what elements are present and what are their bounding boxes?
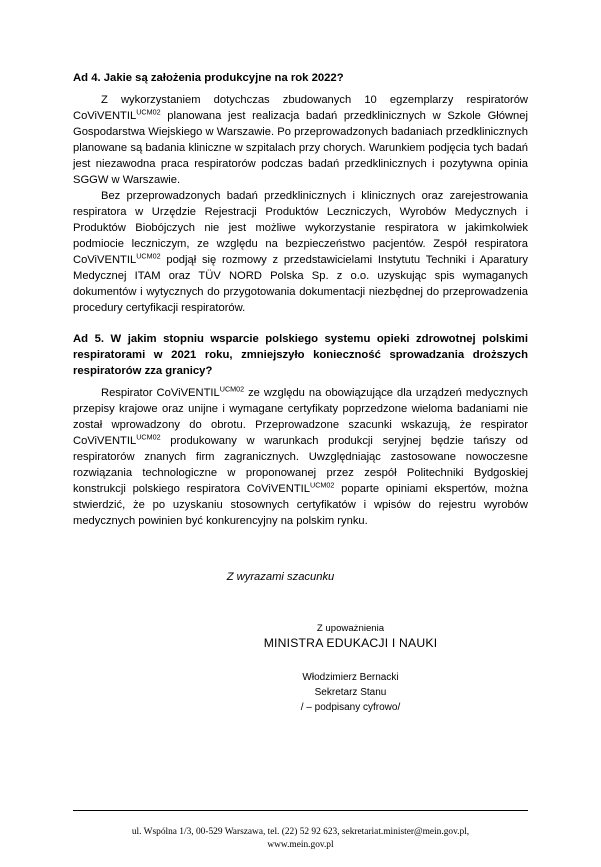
section-spacer	[73, 316, 528, 331]
signature-block	[73, 623, 528, 713]
signature-authorization-label: Z upoważnienia	[316, 623, 385, 635]
signature-ministry: MINISTRA EDUKACJI I NAUKI	[263, 636, 438, 651]
footer-divider	[73, 810, 528, 811]
signature-regards: Z wyrazami szacunku	[226, 571, 335, 584]
superscript-ucm02: UCM02	[310, 480, 335, 490]
signature-name: Włodzimierz Bernacki	[302, 672, 399, 684]
signature-digital-note: / – podpisany cyfrowo/	[300, 702, 401, 714]
paragraph-text: podjął się rozmowy z przedstawicielami Instytutu Techniki i Aparatury Medycznej ITAM oraz TÜV NORD Polska Sp. z o.o. uzyskując spis wymaganych dokumentów i wytycznych do przygotowania dokumentacji niezbędnej do przeprowadzenia procedury certyfikacji respiratorów.	[73, 254, 528, 315]
section-5-heading: Ad 5. W jakim stopniu wsparcie polskiego systemu opieki zdrowotnej polskimi respiratorami w 2021 roku, zmniejszyło konieczność sprowadzania droższych respiratorów zza granicy?	[73, 333, 528, 378]
superscript-ucm02: UCM02	[136, 107, 161, 117]
superscript-ucm02: UCM02	[219, 384, 245, 394]
page-footer	[0, 826, 601, 853]
signature-spacer	[73, 529, 528, 571]
paragraph-text: produkowany w warunkach produkcji seryjnej będzie tańszy od respiratorów znanych firm zagranicznych. Uwzględniając zastosowane nowoczesne rozwiązania technologiczne w proponowanej przez zespół Politechniki Bydgoskiej konstrukcji polskiego respiratora CoViVENTIL	[73, 435, 528, 496]
superscript-ucm02: UCM02	[136, 251, 161, 261]
signature-spacer-2	[73, 583, 528, 623]
footer-website-line: www.mein.gov.pl	[267, 840, 334, 851]
paragraph-text: Bez przeprowadzonych badań przedklinicznych i klinicznych oraz zarejestrowania respiratora w Urzędzie Rejestracji Produktów Leczniczych, Wyrobów Medycznych i Produktów Biobójczych nie jest możliwe wykorzystanie respiratora w jakimkolwiek podmiocie leczniczym, ze względu na bezpieczeństwo pacjentów. Zespół respiratora CoViVENTIL	[73, 190, 528, 267]
paragraph-text: poparte opiniami ekspertów, można stwierdzić, że po uzyskaniu stosownych certyfikatów i wpisów do rejestru wyrobów medycznych powinien być konkurencyjny na polskim rynku.	[73, 483, 528, 528]
paragraph-text: ze względu na obowiązujące dla urządzeń medycznych przepisy krajowe oraz unijne i wymagane certyfikaty poprzedzone wieloma badaniami nie został wprowadzony do obrotu. Przeprowadzone szacunki wskazują, że respirator CoViVENTIL	[73, 387, 528, 448]
section-4-heading: Ad 4. Jakie są założenia produkcyjne na rok 2022?	[73, 72, 344, 84]
section-4-paragraph-2	[73, 188, 528, 316]
section-5-paragraph-1	[73, 385, 528, 529]
signature-role: Sekretarz Stanu	[314, 687, 387, 699]
paragraph-text: Respirator CoViVENTIL	[101, 387, 220, 400]
paragraph-text: Z wykorzystaniem dotychczas zbudowanych 10 egzemplarzy respiratorów CoViVENTIL	[73, 94, 528, 123]
paragraph-text: planowana jest realizacja badań przedklinicznych w Szkole Głównej Gospodarstwa Wiejskiego w Warszawie. Po przeprowadzonych badaniach przedklinicznych planowane są badania kliniczne w szpitalach przy chorych. Warunkiem podjęcia tych badań jest niezawodna praca respiratorów podczas badań przedklinicznych i pozytywna opinia SGGW w Warszawie.	[73, 110, 528, 187]
signature-inner-spacer	[173, 650, 528, 672]
footer-address-line: ul. Wspólna 1/3, 00-529 Warszawa, tel. (22) 52 92 623, sekretariat.minister@mein.gov.pl,	[131, 826, 470, 837]
superscript-ucm02: UCM02	[136, 432, 161, 442]
section-4-paragraph-1	[73, 92, 528, 188]
